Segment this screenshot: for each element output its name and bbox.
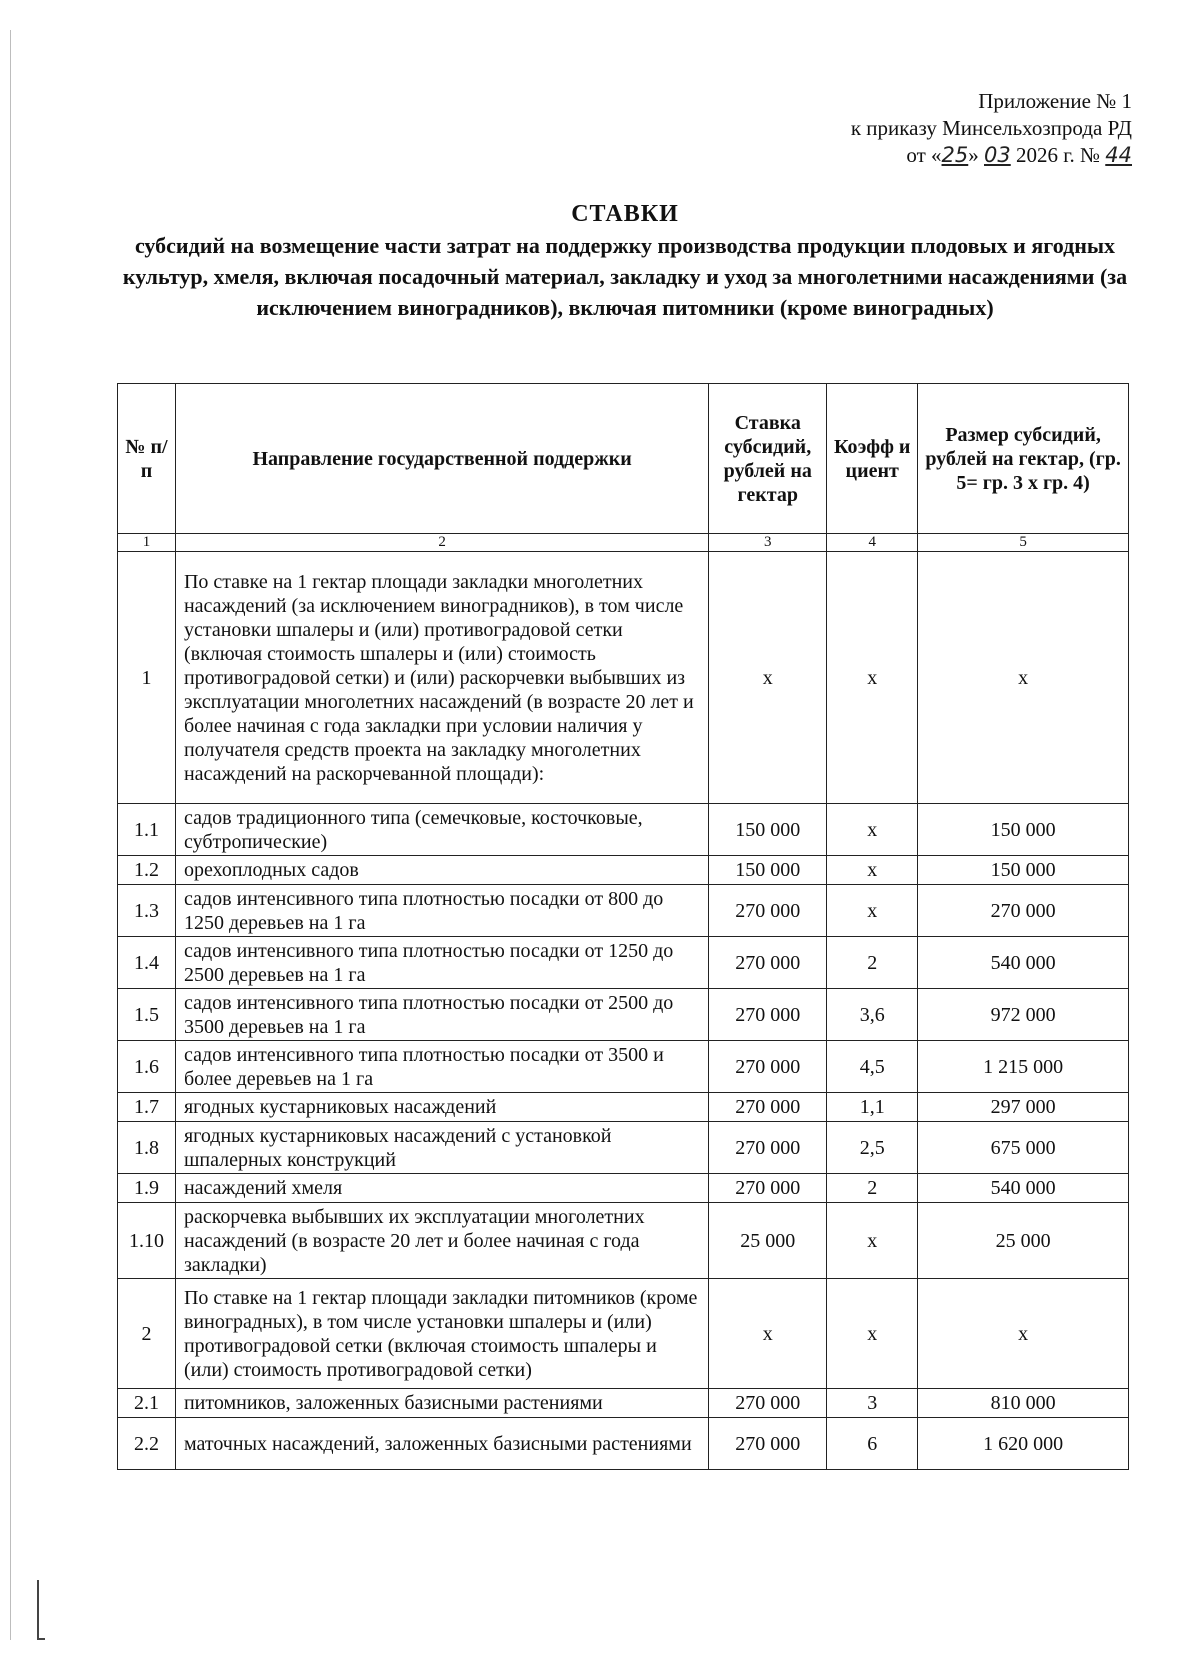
row-num: 2 bbox=[118, 1279, 176, 1389]
table-row bbox=[118, 989, 1129, 1041]
row-direction: раскорчевка выбывших их эксплуатации многолетних насаждений (в возрасте 20 лет и более начиная с года закладки) bbox=[175, 1203, 708, 1279]
column-number-row bbox=[118, 534, 1129, 552]
appendix-label: Приложение № 1 bbox=[978, 89, 1132, 113]
date-mid: » bbox=[968, 143, 984, 167]
row-coefficient: х bbox=[827, 552, 918, 804]
table-row bbox=[118, 1418, 1129, 1470]
row-coefficient: 3,6 bbox=[827, 989, 918, 1041]
row-rate: 270 000 bbox=[709, 1041, 827, 1093]
order-date-line bbox=[851, 142, 1132, 169]
table-row bbox=[118, 1041, 1129, 1093]
row-direction: маточных насаждений, заложенных базисными растениями bbox=[175, 1418, 708, 1470]
row-rate: 270 000 bbox=[709, 1093, 827, 1122]
row-size: х bbox=[918, 1279, 1129, 1389]
header-direction: Направление государственной поддержки bbox=[175, 384, 708, 534]
row-size: 270 000 bbox=[918, 885, 1129, 937]
row-coefficient: 6 bbox=[827, 1418, 918, 1470]
row-rate: 270 000 bbox=[709, 885, 827, 937]
row-rate: х bbox=[709, 552, 827, 804]
order-reference: к приказу Минсельхозпрода РД bbox=[850, 116, 1132, 140]
row-direction: насаждений хмеля bbox=[175, 1174, 708, 1203]
row-size: 675 000 bbox=[918, 1122, 1129, 1174]
row-num: 1.8 bbox=[118, 1122, 176, 1174]
row-direction: По ставке на 1 гектар площади закладки многолетних насаждений (за исключением виноградников), в том числе установки шпалеры и (или) противоградовой сетки (включая стоимость шпалеры и (или) стоимость противоградовой сетки) и (или) раскорчевки выбывших из эксплуатации многолетних насаждений (в возрасте 20 лет и более начиная с года закладки при условии наличия у получателя средств проекта на закладку многолетних насаждений на раскорчеванной площади): bbox=[175, 552, 708, 804]
table-row bbox=[118, 1203, 1129, 1279]
row-coefficient: 1,1 bbox=[827, 1093, 918, 1122]
row-size: х bbox=[918, 552, 1129, 804]
row-direction: садов интенсивного типа плотностью посадки от 3500 и более деревьев на 1 га bbox=[175, 1041, 708, 1093]
title-subtitle: субсидий на возмещение части затрат на поддержку производства продукции плодовых и ягодных культур, хмеля, включая посадочный материал, закладку и уход за многолетними насаждениями (за исключением виноградников), включая питомники (кроме виноградных) bbox=[122, 233, 1128, 320]
row-coefficient: х bbox=[827, 1203, 918, 1279]
row-size: 25 000 bbox=[918, 1203, 1129, 1279]
column-number: 4 bbox=[827, 534, 918, 552]
row-coefficient: х bbox=[827, 1279, 918, 1389]
row-num: 1.2 bbox=[118, 856, 176, 885]
row-direction: садов традиционного типа (семечковые, косточковые, субтропические) bbox=[175, 804, 708, 856]
row-num: 1.1 bbox=[118, 804, 176, 856]
row-coefficient: х bbox=[827, 885, 918, 937]
appendix-header bbox=[851, 88, 1132, 169]
row-num: 2.2 bbox=[118, 1418, 176, 1470]
row-rate: 150 000 bbox=[709, 804, 827, 856]
row-size: 540 000 bbox=[918, 1174, 1129, 1203]
table-row bbox=[118, 1093, 1129, 1122]
rates-table bbox=[117, 383, 1129, 1470]
scan-mark bbox=[37, 1580, 39, 1640]
document-title bbox=[110, 198, 1140, 323]
row-size: 150 000 bbox=[918, 856, 1129, 885]
row-rate: 270 000 bbox=[709, 989, 827, 1041]
row-coefficient: 4,5 bbox=[827, 1041, 918, 1093]
row-size: 810 000 bbox=[918, 1389, 1129, 1418]
row-direction: садов интенсивного типа плотностью посадки от 1250 до 2500 деревьев на 1 га bbox=[175, 937, 708, 989]
row-direction: садов интенсивного типа плотностью посадки от 2500 до 3500 деревьев на 1 га bbox=[175, 989, 708, 1041]
row-direction: садов интенсивного типа плотностью посадки от 800 до 1250 деревьев на 1 га bbox=[175, 885, 708, 937]
row-size: 972 000 bbox=[918, 989, 1129, 1041]
column-number: 1 bbox=[118, 534, 176, 552]
row-rate: х bbox=[709, 1279, 827, 1389]
date-day: 25 bbox=[941, 143, 969, 167]
table-row bbox=[118, 1122, 1129, 1174]
column-number: 3 bbox=[709, 534, 827, 552]
header-size: Размер субсидий, рублей на гектар, (гр. 5= гр. 3 х гр. 4) bbox=[918, 384, 1129, 534]
row-coefficient: х bbox=[827, 804, 918, 856]
row-rate: 150 000 bbox=[709, 856, 827, 885]
row-num: 1.3 bbox=[118, 885, 176, 937]
row-num: 2.1 bbox=[118, 1389, 176, 1418]
row-num: 1.10 bbox=[118, 1203, 176, 1279]
row-num: 1 bbox=[118, 552, 176, 804]
table-row bbox=[118, 1389, 1129, 1418]
row-num: 1.6 bbox=[118, 1041, 176, 1093]
row-num: 1.4 bbox=[118, 937, 176, 989]
row-num: 1.9 bbox=[118, 1174, 176, 1203]
header-rate: Ставка субсидий, рублей на гектар bbox=[709, 384, 827, 534]
row-rate: 270 000 bbox=[709, 1174, 827, 1203]
row-coefficient: 3 bbox=[827, 1389, 918, 1418]
title-main: СТАВКИ bbox=[571, 201, 679, 227]
column-number: 2 bbox=[175, 534, 708, 552]
order-number: 44 bbox=[1105, 143, 1132, 167]
column-number: 5 bbox=[918, 534, 1129, 552]
table-row bbox=[118, 1279, 1129, 1389]
table-row bbox=[118, 804, 1129, 856]
row-direction: ягодных кустарниковых насаждений с установкой шпалерных конструкций bbox=[175, 1122, 708, 1174]
row-coefficient: 2,5 bbox=[827, 1122, 918, 1174]
row-coefficient: 2 bbox=[827, 937, 918, 989]
scan-edge-line bbox=[10, 30, 11, 1640]
row-size: 297 000 bbox=[918, 1093, 1129, 1122]
row-coefficient: х bbox=[827, 856, 918, 885]
date-prefix: от « bbox=[906, 143, 942, 167]
table-row bbox=[118, 1174, 1129, 1203]
row-coefficient: 2 bbox=[827, 1174, 918, 1203]
table-header-row bbox=[118, 384, 1129, 534]
header-num: № п/п bbox=[118, 384, 176, 534]
row-num: 1.7 bbox=[118, 1093, 176, 1122]
row-rate: 25 000 bbox=[709, 1203, 827, 1279]
row-size: 1 620 000 bbox=[918, 1418, 1129, 1470]
row-direction: По ставке на 1 гектар площади закладки питомников (кроме виноградных), в том числе установки шпалеры и (или) противоградовой сетки (включая стоимость шпалеры и (или) стоимость противоградовой сетки) bbox=[175, 1279, 708, 1389]
header-coefficient: Коэфф и циент bbox=[827, 384, 918, 534]
table-row bbox=[118, 885, 1129, 937]
row-direction: питомников, заложенных базисными растениями bbox=[175, 1389, 708, 1418]
row-direction: орехоплодных садов bbox=[175, 856, 708, 885]
table-row bbox=[118, 856, 1129, 885]
row-rate: 270 000 bbox=[709, 1418, 827, 1470]
row-rate: 270 000 bbox=[709, 937, 827, 989]
date-month: 03 bbox=[984, 143, 1011, 167]
row-num: 1.5 bbox=[118, 989, 176, 1041]
scan-mark-foot bbox=[37, 1638, 45, 1640]
date-year: 2026 г. № bbox=[1010, 143, 1106, 167]
table-row bbox=[118, 937, 1129, 989]
row-rate: 270 000 bbox=[709, 1389, 827, 1418]
table-row bbox=[118, 552, 1129, 804]
row-size: 150 000 bbox=[918, 804, 1129, 856]
row-size: 1 215 000 bbox=[918, 1041, 1129, 1093]
row-rate: 270 000 bbox=[709, 1122, 827, 1174]
row-size: 540 000 bbox=[918, 937, 1129, 989]
row-direction: ягодных кустарниковых насаждений bbox=[175, 1093, 708, 1122]
